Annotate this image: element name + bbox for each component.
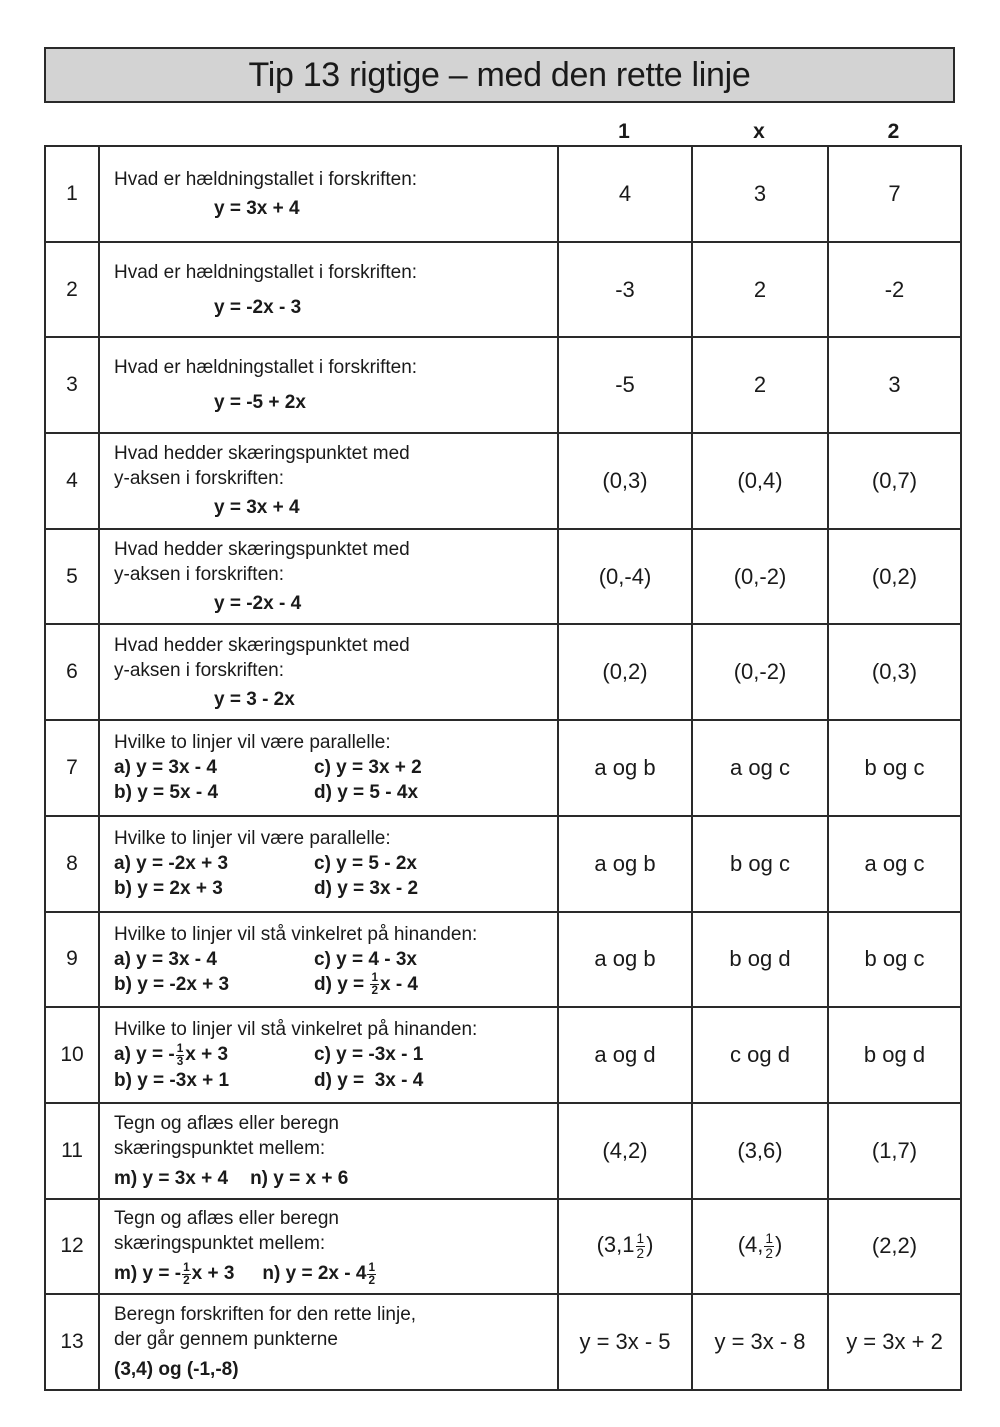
fraction-denominator: 2 [636,1245,645,1261]
equation-pair [114,947,557,972]
question-number: 2 [45,242,99,338]
equation-d-suffix: x - 4 [379,973,419,995]
option-x[interactable]: (0,-2) [692,624,828,720]
fraction-denominator: 2 [368,1273,375,1287]
fraction-numerator: 1 [765,1231,773,1247]
equation-m: m) y = 3x + 4 [114,1167,229,1189]
option-2[interactable]: (2,2) [828,1199,961,1295]
question-prompt: Hvilke to linjer vil være parallelle: [114,732,391,754]
question-number: 5 [45,529,99,625]
question-row [45,1294,961,1390]
option-x[interactable]: c og d [692,1007,828,1103]
equation-b: b) y = 5x - 4 [114,782,219,804]
option-x[interactable]: a og c [692,720,828,816]
option-1[interactable]: a og d [558,1007,692,1103]
equation-pair [114,1042,557,1067]
option-2[interactable]: (0,7) [828,433,961,529]
equation-pair [114,972,557,997]
option-x[interactable] [692,1199,828,1295]
fraction-numerator: 1 [183,1260,190,1274]
question-row [45,1007,961,1103]
equation-pair [114,1261,557,1286]
question-formula: y = -5 + 2x [214,392,306,414]
equation-pair [114,1068,557,1093]
fraction [367,1262,376,1287]
question-prompt-line-1: Hvad hedder skæringspunktet med [114,539,410,561]
question-text [99,242,558,338]
option-1[interactable]: (0,-4) [558,529,692,625]
question-text [99,1007,558,1103]
option-suffix: ) [646,1232,654,1258]
equation-pair [114,755,557,780]
question-text [99,624,558,720]
question-row [45,146,961,242]
equation-m [114,1260,235,1287]
equation-n [262,1260,377,1287]
option-1[interactable]: (4,2) [558,1103,692,1199]
equation-m-prefix: m) y = - [114,1263,182,1285]
fraction-numerator: 1 [368,1260,375,1274]
equation-d [314,972,418,997]
question-row [45,529,961,625]
question-number: 7 [45,720,99,816]
question-text [99,816,558,912]
option-2[interactable]: b og c [828,912,961,1008]
question-number: 9 [45,912,99,1008]
option-1[interactable]: -3 [558,242,692,338]
question-table [44,145,962,1391]
option-x[interactable]: 3 [692,146,828,242]
equation-m-suffix: x + 3 [191,1263,235,1285]
equation-pair [114,851,557,876]
question-prompt-line-2: y-aksen i forskriften: [114,468,284,490]
equation-a: a) y = -2x + 3 [114,853,229,875]
question-row [45,1199,961,1295]
question-number: 10 [45,1007,99,1103]
question-prompt-line-2: skæringspunktet mellem: [114,1233,326,1255]
option-x[interactable]: (3,6) [692,1103,828,1199]
option-2[interactable]: a og c [828,816,961,912]
question-number: 13 [45,1294,99,1390]
worksheet-title: Tip 13 rigtige – med den rette linje [44,47,955,103]
question-prompt-line-2: der går gennem punkterne [114,1329,338,1351]
fraction-numerator: 1 [636,1231,645,1247]
question-prompt-line-1: Hvad hedder skæringspunktet med [114,634,410,656]
option-1[interactable] [558,1199,692,1295]
question-prompt-line-1: Tegn og aflæs eller beregn [114,1208,339,1230]
option-1[interactable]: a og b [558,816,692,912]
option-2[interactable]: (0,3) [828,624,961,720]
fraction [636,1232,646,1260]
option-x[interactable]: (0,-2) [692,529,828,625]
option-1[interactable]: y = 3x - 5 [558,1294,692,1390]
question-text [99,720,558,816]
option-x[interactable]: y = 3x - 8 [692,1294,828,1390]
equation-pair [114,876,557,901]
option-suffix: ) [774,1232,783,1258]
option-2[interactable]: y = 3x + 2 [828,1294,961,1390]
option-1[interactable]: (0,2) [558,624,692,720]
equation-a: a) y = 3x - 4 [114,948,217,970]
fraction-denominator: 2 [371,984,378,998]
question-number: 3 [45,337,99,433]
question-formula: y = 3x + 4 [214,497,300,519]
column-header-2: 2 [887,120,900,143]
equation-n-prefix: n) y = 2x - 4 [262,1263,367,1285]
question-row [45,433,961,529]
question-prompt: Hvilke to linjer vil stå vinkelret på hinanden: [114,1019,478,1041]
fraction [176,1043,185,1068]
option-2[interactable]: 3 [828,337,961,433]
question-text [99,146,558,242]
question-number: 6 [45,624,99,720]
question-number: 1 [45,146,99,242]
fraction-numerator: 1 [176,1042,184,1056]
question-text [99,1103,558,1199]
equation-pair [114,1166,557,1191]
option-1[interactable]: a og b [558,912,692,1008]
option-1[interactable]: -5 [558,337,692,433]
question-text [99,529,558,625]
fraction-denominator: 2 [765,1245,773,1261]
question-row [45,242,961,338]
question-row [45,624,961,720]
fraction-denominator: 3 [176,1054,184,1068]
question-prompt: Hvad er hældningstallet i forskriften: [114,357,418,379]
question-row [45,912,961,1008]
equation-b: b) y = -2x + 3 [114,973,230,995]
question-number: 4 [45,433,99,529]
option-2[interactable]: (0,2) [828,529,961,625]
option-x[interactable]: (0,4) [692,433,828,529]
option-1[interactable]: a og b [558,720,692,816]
question-row [45,337,961,433]
option-2[interactable]: (1,7) [828,1103,961,1199]
question-text [99,1294,558,1390]
question-points: (3,4) og (-1,-8) [114,1359,239,1381]
equation-a [114,1042,314,1067]
option-2[interactable]: b og d [828,1007,961,1103]
fraction [764,1232,774,1260]
question-formula: y = -2x - 3 [214,296,302,318]
question-number: 11 [45,1103,99,1199]
question-text [99,337,558,433]
question-prompt-line-2: y-aksen i forskriften: [114,564,284,586]
equation-a-suffix: x + 3 [185,1044,229,1066]
equation-pair [114,780,557,805]
question-prompt: Hvilke to linjer vil være parallelle: [114,828,391,850]
question-text [99,912,558,1008]
column-header-x: x [753,120,765,143]
fraction [370,972,379,997]
fraction [182,1262,191,1287]
question-number: 8 [45,816,99,912]
question-prompt: Hvilke to linjer vil stå vinkelret på hinanden: [114,923,478,945]
question-prompt-line-1: Hvad hedder skæringspunktet med [114,443,410,465]
equation-c: c) y = 5 - 2x [314,853,417,875]
option-x[interactable]: 2 [692,337,828,433]
equation-a: a) y = 3x - 4 [114,757,217,779]
option-x[interactable]: b og d [692,912,828,1008]
question-formula: y = -2x - 4 [214,593,302,615]
fraction-denominator: 2 [183,1273,190,1287]
question-number: 12 [45,1199,99,1295]
option-x[interactable]: 2 [692,242,828,338]
equation-d: d) y = 3x - 4 [314,1069,424,1091]
equation-b: b) y = -3x + 1 [114,1069,230,1091]
question-row [45,1103,961,1199]
question-formula: y = 3x + 4 [214,197,300,219]
equation-d-prefix: d) y = [314,973,370,995]
equation-d: d) y = 5 - 4x [314,782,419,804]
equation-a-prefix: a) y = - [114,1044,175,1066]
equation-n: n) y = x + 6 [250,1167,349,1189]
question-prompt-line-1: Beregn forskriften for den rette linje, [114,1304,417,1326]
equation-d: d) y = 3x - 2 [314,878,419,900]
option-2[interactable]: b og c [828,720,961,816]
equation-c: c) y = -3x - 1 [314,1044,424,1066]
fraction-numerator: 1 [371,971,378,985]
question-prompt-line-1: Tegn og aflæs eller beregn [114,1112,339,1134]
question-row [45,816,961,912]
option-2[interactable]: -2 [828,242,961,338]
equation-c: c) y = 3x + 2 [314,757,422,779]
question-formula: y = 3 - 2x [214,688,295,710]
option-prefix: (3,1 [596,1232,635,1258]
option-x[interactable]: b og c [692,816,828,912]
question-prompt: Hvad er hældningstallet i forskriften: [114,261,418,283]
option-prefix: (4, [737,1232,764,1258]
question-prompt-line-2: y-aksen i forskriften: [114,659,284,681]
equation-c: c) y = 4 - 3x [314,948,417,970]
option-2[interactable]: 7 [828,146,961,242]
question-text [99,1199,558,1295]
question-prompt: Hvad er hældningstallet i forskriften: [114,168,418,190]
equation-b: b) y = 2x + 3 [114,878,223,900]
question-prompt-line-2: skæringspunktet mellem: [114,1137,326,1159]
option-1[interactable]: 4 [558,146,692,242]
question-row [45,720,961,816]
option-1[interactable]: (0,3) [558,433,692,529]
column-header-1: 1 [618,120,630,143]
question-text [99,433,558,529]
